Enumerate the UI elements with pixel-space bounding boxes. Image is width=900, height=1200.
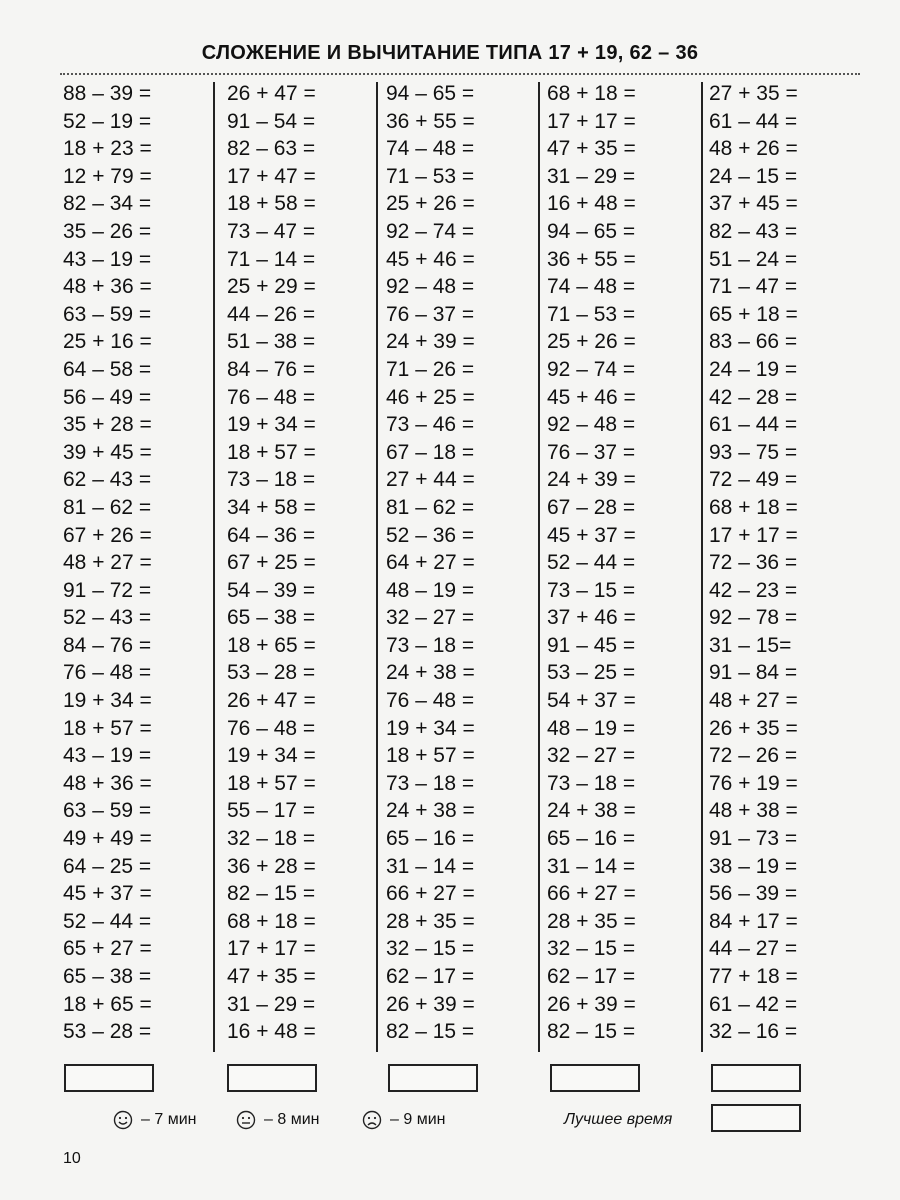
exercise-column-3 <box>386 80 546 1046</box>
exercise: 81 – 62 = <box>63 495 152 519</box>
exercise: 68 + 18 = <box>547 82 636 105</box>
exercise: 42 – 23 = <box>709 578 798 602</box>
exercise: 32 – 16 = <box>709 1020 798 1044</box>
exercise: 82 – 15 = <box>386 1020 475 1044</box>
exercise: 72 – 26 = <box>709 744 798 768</box>
exercise: 17 + 47 = <box>227 164 316 188</box>
exercise: 31 – 15= <box>709 633 792 657</box>
exercise: 91 – 54 = <box>227 109 316 133</box>
exercise: 48 + 27 = <box>709 689 798 713</box>
exercise: 31 – 14 = <box>386 854 475 878</box>
exercise: 71 – 53 = <box>547 302 636 326</box>
exercise: 18 + 57 = <box>227 440 316 464</box>
exercise: 65 – 16 = <box>547 827 636 851</box>
exercise-column-4 <box>547 80 707 1046</box>
exercise: 24 + 38 = <box>547 799 636 823</box>
exercise: 91 – 73 = <box>709 827 798 851</box>
exercise: 82 – 34 = <box>63 192 152 216</box>
exercise: 56 – 39 = <box>709 882 798 906</box>
exercise: 48 + 36 = <box>63 771 152 795</box>
exercise: 18 + 65 = <box>227 633 316 657</box>
exercise: 26 + 39 = <box>547 992 636 1016</box>
exercise: 19 + 34 = <box>386 716 475 740</box>
exercise: 36 + 28 = <box>227 854 316 878</box>
exercise: 17 + 17 = <box>547 109 636 133</box>
exercise: 24 + 38 = <box>386 799 475 823</box>
time-answer-box[interactable] <box>64 1064 154 1092</box>
exercise: 94 – 65 = <box>386 82 475 105</box>
exercise: 67 + 25 = <box>227 551 316 575</box>
exercise: 76 – 37 = <box>547 440 636 464</box>
exercise: 62 – 17 = <box>547 965 636 988</box>
exercise: 65 – 16 = <box>386 827 475 851</box>
exercise: 28 + 35 = <box>386 909 475 933</box>
exercise: 91 – 45 = <box>547 633 636 657</box>
exercise: 18 + 57 = <box>63 716 152 740</box>
exercise: 64 – 58 = <box>63 357 152 381</box>
exercise: 82 – 43 = <box>709 219 798 243</box>
exercise: 52 – 36 = <box>386 523 475 547</box>
exercise: 45 + 46 = <box>547 385 636 409</box>
exercise: 37 + 45 = <box>709 192 798 216</box>
exercise: 35 + 28 = <box>63 413 152 437</box>
exercise: 48 + 38 = <box>709 799 798 823</box>
exercise: 51 – 24 = <box>709 247 798 271</box>
exercise: 91 – 72 = <box>63 578 152 602</box>
dotted-divider <box>60 73 860 75</box>
exercise: 48 + 27 = <box>63 551 152 575</box>
exercise: 37 + 46 = <box>547 606 636 630</box>
page-number: 10 <box>63 1150 81 1167</box>
exercise: 32 – 15 = <box>547 937 636 961</box>
exercise: 72 – 36 = <box>709 551 798 575</box>
exercise: 18 + 23 = <box>63 137 152 161</box>
exercise: 32 – 18 = <box>227 827 316 851</box>
exercise: 47 + 35 = <box>227 965 316 988</box>
exercise: 42 – 28 = <box>709 385 798 409</box>
exercise: 76 – 48 = <box>386 689 475 713</box>
exercise: 49 + 49 = <box>63 827 152 851</box>
exercise: 48 – 19 = <box>386 578 475 602</box>
exercise: 56 – 49 = <box>63 385 152 409</box>
time-answer-box[interactable] <box>711 1064 801 1092</box>
exercise: 76 – 48 = <box>227 716 316 740</box>
exercise: 24 – 19 = <box>709 357 798 381</box>
exercise: 84 – 76 = <box>227 357 316 381</box>
exercise: 45 + 46 = <box>386 247 475 271</box>
exercise: 66 + 27 = <box>547 882 636 906</box>
smiley-sad-icon <box>362 1110 382 1130</box>
exercise: 74 – 48 = <box>386 137 475 161</box>
exercise: 53 – 28 = <box>227 661 316 685</box>
exercise: 63 – 59 = <box>63 302 152 326</box>
exercise: 36 + 55 = <box>547 247 636 271</box>
exercise: 92 – 78 = <box>709 606 798 630</box>
exercise: 77 + 18 = <box>709 965 798 988</box>
exercise: 76 + 19 = <box>709 771 798 795</box>
best-time-label: Лучшее время <box>564 1111 673 1128</box>
exercise: 84 – 76 = <box>63 633 152 657</box>
exercise: 65 – 38 = <box>63 965 152 988</box>
exercise: 64 + 27 = <box>386 551 475 575</box>
exercise-column-2 <box>227 80 387 1046</box>
exercise: 92 – 74 = <box>386 219 475 243</box>
exercise: 39 + 45 = <box>63 440 152 464</box>
exercise: 44 – 27 = <box>709 937 798 961</box>
exercise: 73 – 15 = <box>547 578 636 602</box>
exercise: 67 – 18 = <box>386 440 475 464</box>
exercise: 17 + 17 = <box>227 937 316 961</box>
exercise: 83 – 66 = <box>709 330 798 354</box>
exercise: 36 + 55 = <box>386 109 475 133</box>
exercise: 61 – 44 = <box>709 109 798 133</box>
exercise: 88 – 39 = <box>63 82 152 105</box>
exercise: 46 + 25 = <box>386 385 475 409</box>
exercise: 73 – 18 = <box>386 633 475 657</box>
exercise: 26 + 47 = <box>227 689 316 713</box>
exercise: 92 – 48 = <box>547 413 636 437</box>
exercise: 18 + 58 = <box>227 192 316 216</box>
exercise: 71 – 53 = <box>386 164 475 188</box>
exercise: 76 – 37 = <box>386 302 475 326</box>
exercise: 82 – 15 = <box>227 882 316 906</box>
exercise: 53 – 28 = <box>63 1020 152 1044</box>
exercise: 25 + 29 = <box>227 275 316 299</box>
exercise: 47 + 35 = <box>547 137 636 161</box>
exercise: 18 + 57 = <box>386 744 475 768</box>
exercise: 24 + 39 = <box>386 330 475 354</box>
exercise: 71 – 14 = <box>227 247 316 271</box>
exercise: 72 – 49 = <box>709 468 798 492</box>
exercise: 71 – 26 = <box>386 357 475 381</box>
exercise: 68 + 18 = <box>227 909 316 933</box>
exercise: 25 + 26 = <box>547 330 636 354</box>
legend-sad <box>362 1110 445 1130</box>
smiley-happy-icon <box>113 1110 133 1130</box>
exercise: 19 + 34 = <box>227 413 316 437</box>
time-answer-box[interactable] <box>227 1064 317 1092</box>
exercise: 24 + 38 = <box>386 661 475 685</box>
exercise: 48 + 26 = <box>709 137 798 161</box>
exercise: 64 – 36 = <box>227 523 316 547</box>
exercise: 54 – 39 = <box>227 578 316 602</box>
exercise: 73 – 18 = <box>547 771 636 795</box>
page-title: СЛОЖЕНИЕ И ВЫЧИТАНИЕ ТИПА 17 + 19, 62 – 36 <box>201 42 699 64</box>
exercise: 67 + 26 = <box>63 523 152 547</box>
exercise: 73 – 18 = <box>227 468 316 492</box>
exercise: 28 + 35 = <box>547 909 636 933</box>
exercise: 19 + 34 = <box>63 689 152 713</box>
exercise: 31 – 14 = <box>547 854 636 878</box>
exercise: 64 – 25 = <box>63 854 152 878</box>
exercise: 32 – 15 = <box>386 937 475 961</box>
exercise: 73 – 47 = <box>227 219 316 243</box>
exercise: 67 – 28 = <box>547 495 636 519</box>
exercise: 35 – 26 = <box>63 219 152 243</box>
legend-neutral <box>236 1110 319 1130</box>
exercise: 25 + 16 = <box>63 330 152 354</box>
exercise: 71 – 47 = <box>709 275 798 299</box>
exercise: 62 – 17 = <box>386 965 475 988</box>
exercise: 93 – 75 = <box>709 440 798 464</box>
exercise: 61 – 42 = <box>709 992 798 1016</box>
exercise: 26 + 47 = <box>227 82 316 105</box>
exercise: 63 – 59 = <box>63 799 152 823</box>
exercise: 52 – 44 = <box>63 909 152 933</box>
exercise: 54 + 37 = <box>547 689 636 713</box>
exercise: 27 + 44 = <box>386 468 475 492</box>
exercise: 12 + 79 = <box>63 164 152 188</box>
exercise: 81 – 62 = <box>386 495 475 519</box>
exercise: 18 + 57 = <box>227 771 316 795</box>
exercise: 24 + 39 = <box>547 468 636 492</box>
exercise: 65 + 18 = <box>709 302 798 326</box>
legend-neutral-label: – 8 мин <box>264 1111 320 1128</box>
exercise: 17 + 17 = <box>709 523 798 547</box>
best-time-box[interactable] <box>711 1104 801 1132</box>
exercise: 31 – 29 = <box>227 992 316 1016</box>
exercise: 91 – 84 = <box>709 661 798 685</box>
exercise: 55 – 17 = <box>227 799 316 823</box>
exercise: 32 – 27 = <box>386 606 475 630</box>
exercise: 92 – 74 = <box>547 357 636 381</box>
exercise: 51 – 38 = <box>227 330 316 354</box>
exercise: 65 + 27 = <box>63 937 152 961</box>
exercise: 34 + 58 = <box>227 495 316 519</box>
exercise: 73 – 46 = <box>386 413 475 437</box>
exercise: 52 – 44 = <box>547 551 636 575</box>
exercise: 16 + 48 = <box>227 1020 316 1044</box>
legend-happy <box>113 1110 196 1130</box>
exercise: 45 + 37 = <box>63 882 152 906</box>
exercise: 43 – 19 = <box>63 247 152 271</box>
time-answer-box[interactable] <box>388 1064 478 1092</box>
exercise: 84 + 17 = <box>709 909 798 933</box>
exercise-column-1 <box>63 80 223 1046</box>
exercise: 62 – 43 = <box>63 468 152 492</box>
exercise: 65 – 38 = <box>227 606 316 630</box>
exercise: 16 + 48 = <box>547 192 636 216</box>
exercise: 92 – 48 = <box>386 275 475 299</box>
exercise: 27 + 35 = <box>709 82 798 105</box>
exercise: 82 – 63 = <box>227 137 316 161</box>
exercise: 48 + 36 = <box>63 275 152 299</box>
exercise: 73 – 18 = <box>386 771 475 795</box>
exercise: 19 + 34 = <box>227 744 316 768</box>
exercise: 48 – 19 = <box>547 716 636 740</box>
exercise: 82 – 15 = <box>547 1020 636 1044</box>
exercise: 53 – 25 = <box>547 661 636 685</box>
smiley-neutral-icon <box>236 1110 256 1130</box>
exercise: 32 – 27 = <box>547 744 636 768</box>
exercise: 76 – 48 = <box>63 661 152 685</box>
exercise: 76 – 48 = <box>227 385 316 409</box>
exercise: 52 – 43 = <box>63 606 152 630</box>
exercise: 61 – 44 = <box>709 413 798 437</box>
exercise: 68 + 18 = <box>709 495 798 519</box>
exercise: 31 – 29 = <box>547 164 636 188</box>
exercise: 74 – 48 = <box>547 275 636 299</box>
legend-happy-label: – 7 мин <box>141 1111 197 1128</box>
exercise: 38 – 19 = <box>709 854 798 878</box>
exercise: 18 + 65 = <box>63 992 152 1016</box>
exercise: 26 + 35 = <box>709 716 798 740</box>
exercise: 43 – 19 = <box>63 744 152 768</box>
exercise: 24 – 15 = <box>709 164 798 188</box>
exercise: 25 + 26 = <box>386 192 475 216</box>
exercise: 66 + 27 = <box>386 882 475 906</box>
exercise: 52 – 19 = <box>63 109 152 133</box>
exercise: 94 – 65 = <box>547 219 636 243</box>
exercise: 45 + 37 = <box>547 523 636 547</box>
time-answer-box[interactable] <box>550 1064 640 1092</box>
legend-sad-label: – 9 мин <box>390 1111 446 1128</box>
exercise-column-5 <box>709 80 869 1046</box>
exercise: 44 – 26 = <box>227 302 316 326</box>
exercise: 26 + 39 = <box>386 992 475 1016</box>
